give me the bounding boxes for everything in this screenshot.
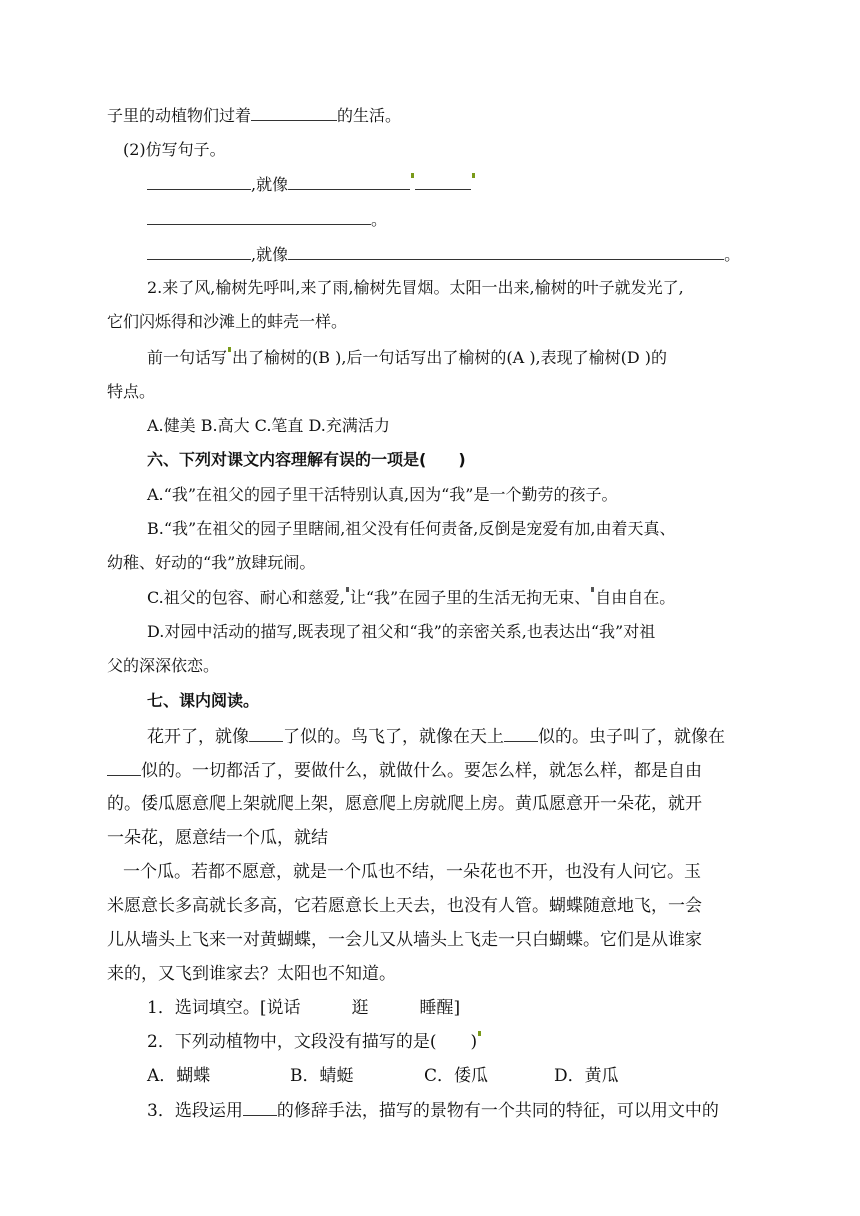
edit-mark-icon — [228, 347, 231, 352]
blank — [107, 759, 141, 776]
s6-option-b-line-2: 幼稚、好动的“我”放肆玩闹。 — [107, 553, 316, 572]
blank — [243, 1099, 277, 1116]
passage-line-2: 似的。一切都活了，要做什么，就做什么。要怎么样，就怎么样，都是自由 — [107, 759, 702, 782]
passage-line-8: 来的，又飞到谁家去？太阳也不知道。 — [107, 964, 396, 984]
line-1: 子里的动植物们过着 的生活。 — [107, 106, 402, 125]
s6-option-b-line-1: B.“我”在祖父的园子里瞎闹,祖父没有任何责备,反倒是宠爱有加,由着天真、 — [147, 519, 676, 538]
passage-line-6: 米愿意长多高就长多高，它若愿意长上天去，也没有人管。蝴蝶随意地飞，一会 — [107, 896, 702, 916]
passage-line-1: 花开了，就像 了似的。鸟飞了，就像在天上 似的。虫子叫了，就像在 — [147, 727, 725, 747]
option-a: A．蝴蝶 — [147, 1066, 211, 1086]
line-3: ,就像 — [147, 173, 476, 196]
option-b: B．蜻蜓 — [290, 1066, 354, 1086]
q2-line-3: 前一句话写 出了榆树的(B ),后一句话写出了榆树的(A ),表现了榆树(D )的 — [147, 348, 668, 367]
line-2: (2)仿写句子。 — [123, 140, 226, 159]
question-7-2: 2．下列动植物中，文段没有描写的是( ) — [147, 1031, 482, 1053]
passage-line-7: 儿从墙头上飞来一对黄蝴蝶，一会儿又从墙头上飞走一只白蝴蝶。它们是从谁家 — [107, 930, 702, 950]
edit-mark-icon — [472, 173, 475, 178]
s6-option-d-line-2: 父的深深依恋。 — [107, 656, 220, 675]
q2-line-2: 它们闪烁得和沙滩上的蚌壳一样。 — [107, 312, 348, 331]
edit-mark-icon — [411, 173, 414, 178]
question-7-1: 1．选词填空。[说话 逛 睡醒] — [147, 998, 461, 1018]
blank — [147, 208, 371, 225]
section-6-title: 六、下列对课文内容理解有误的一项是( ) — [147, 450, 466, 469]
blank — [249, 725, 283, 742]
q2-line-1: 2.来了风,榆树先呼叫,来了雨,榆树先冒烟。太阳一出来,榆树的叶子就发光了, — [147, 278, 684, 297]
blank — [288, 173, 410, 190]
line-5: ,就像 。 — [147, 243, 740, 266]
s6-option-a: A.“我”在祖父的园子里干活特别认真,因为“我”是一个勤劳的孩子。 — [147, 485, 618, 504]
blank — [288, 243, 724, 260]
option-c: C．倭瓜 — [424, 1066, 489, 1086]
blank — [147, 243, 251, 260]
edit-mark-icon — [346, 587, 349, 592]
edit-mark-icon — [591, 587, 594, 592]
blank — [504, 725, 538, 742]
passage-line-5: 一个瓜。若都不愿意，就是一个瓜也不结，一朵花也不开，也没有人问它。玉 — [123, 862, 701, 882]
s6-option-d-line-1: D.对园中活动的描写,既表现了祖父和“我”的亲密关系,也表达出“我”对祖 — [147, 622, 656, 641]
blank — [251, 104, 337, 121]
edit-mark-icon — [478, 1031, 481, 1036]
q2-options: A.健美 B.高大 C.笔直 D.充满活力 — [147, 416, 390, 435]
section-7-title: 七、课内阅读。 — [147, 691, 260, 710]
passage-line-3: 的。倭瓜愿意爬上架就爬上架，愿意爬上房就爬上房。黄瓜愿意开一朵花，就开 — [107, 794, 702, 814]
line-4: 。 — [147, 208, 387, 231]
blank — [147, 173, 251, 190]
option-d: D．黄瓜 — [554, 1066, 619, 1086]
s6-option-c: C.祖父的包容、耐心和慈爱, 让“我”在园子里的生活无拘无束、 自由自在。 — [147, 588, 676, 607]
q2-line-4: 特点。 — [107, 382, 156, 401]
question-7-3: 3．选段运用 的修辞手法，描写的景物有一个共同的特征，可以用文中的 — [147, 1101, 719, 1121]
passage-line-4: 一朵花，愿意结一个瓜，就结 — [107, 828, 328, 848]
blank — [415, 173, 471, 190]
